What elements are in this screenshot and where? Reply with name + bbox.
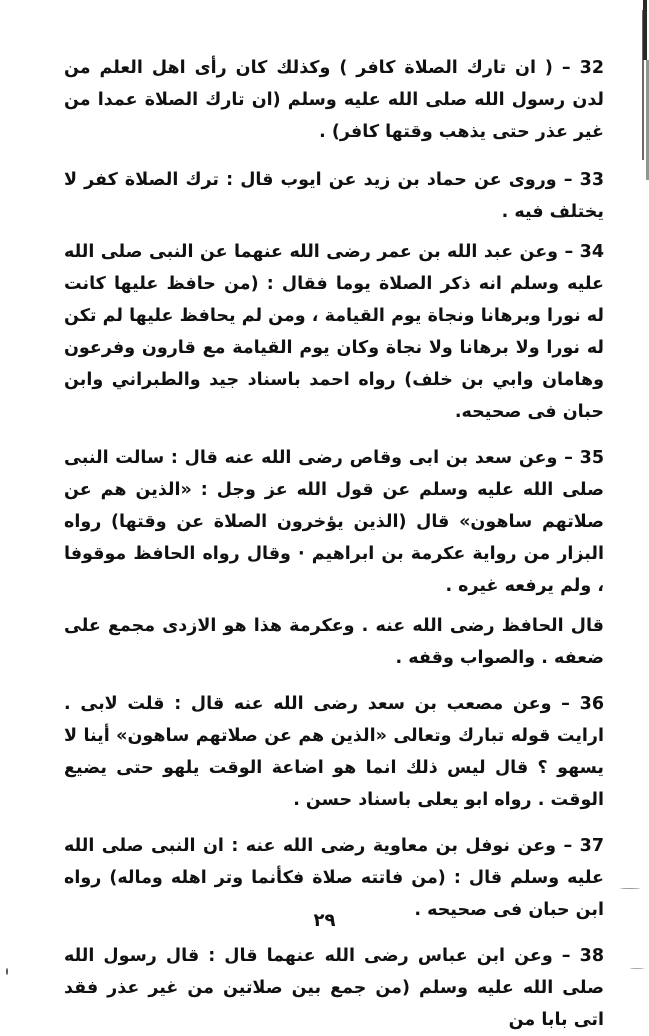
scan-speck xyxy=(630,968,644,969)
paragraph-36 xyxy=(64,688,604,816)
scan-edge-artifact xyxy=(635,0,649,190)
page-number: ٢٩ xyxy=(313,910,336,931)
paragraph-text: – وعن سعد بن ابى وقاص رضى الله عنه قال : سالت النبى صلى الله عليه وسلم عن قول الله عز وجل : «الذين هم عن صلاتهم ساهون» قال (الذين يؤخرون الصلاة عن وقتها) رواه البزار من رواية عكرمة بن ابراهيم · وقال رواه الحافظ موقوفا ، ولم يرفعه غيره . xyxy=(64,448,604,596)
paragraph-text: – وعن عبد الله بن عمر رضى الله عنهما عن النبى صلى الله عليه وسلم انه ذكر الصلاة يوما فقال : (من حافظ عليها كانت له نورا وبرهانا ونجاة يوم القيامة ، ومن لم يحافظ عليها لم تكن له نورا ولا برهانا ولا نجاة وكان يوم القيامة مع قارون وفرعون وهامان وابي بن خلف) رواه احمد باسناد جيد والطبراني وابن حبان فى صحيحه. xyxy=(64,242,604,422)
paragraph-32 xyxy=(64,52,604,148)
paragraph-38 xyxy=(64,940,604,1036)
paragraph-number: 38 xyxy=(579,946,604,966)
paragraph-35 xyxy=(64,442,604,602)
paragraph-text: – وعن ابن عباس رضى الله عنهما قال : قال رسول الله صلى الله عليه وسلم (من جمع بين صلاتين من غير عذر فقد اتى بابا من xyxy=(64,946,604,1030)
paragraph-number: 35 xyxy=(579,448,604,468)
paragraph-number: 34 xyxy=(579,242,605,262)
scan-speck xyxy=(620,888,640,889)
body-text xyxy=(64,52,604,1036)
paragraph-number: 37 xyxy=(579,836,605,856)
paragraph-note xyxy=(64,610,604,674)
paragraph-text: – وعن نوفل بن معاوية رضى الله عنه : ان النبى صلى الله عليه وسلم قال : (من فاتته صلاة فكأنما وتر اهله وماله) رواه ابن حبان فى صحيحه . xyxy=(64,836,604,920)
paragraph-text: قال الحافظ رضى الله عنه . وعكرمة هذا هو الازدى مجمع على ضعفه . والصواب وقفه . xyxy=(64,616,604,668)
paragraph-number: 32 xyxy=(579,58,604,78)
paragraph-text: – وروى عن حماد بن زيد عن ايوب قال : ترك الصلاة كفر لا يختلف فيه . xyxy=(64,170,604,222)
paragraph-34 xyxy=(64,236,604,428)
paragraph-33 xyxy=(64,164,604,228)
scan-speck xyxy=(6,968,8,975)
paragraph-number: 36 xyxy=(579,694,604,714)
paragraph-number: 33 xyxy=(579,170,604,190)
paragraph-text: – وعن مصعب بن سعد رضى الله عنه قال : قلت لابى . ارايت قوله تبارك وتعالى «الذين هم عن صلاتهم ساهون» أينا لا يسهو ؟ قال ليس ذلك انما هو اضاعة الوقت يلهو حتى يضيع الوقت . رواه ابو يعلى باسناد حسن . xyxy=(64,694,604,810)
paragraph-text: – ( ان تارك الصلاة كافر ) وكذلك كان رأى اهل العلم من لدن رسول الله صلى الله عليه وسلم (ان تارك الصلاة عمدا من غير عذر حتى يذهب وقتها كافر) . xyxy=(64,58,604,142)
